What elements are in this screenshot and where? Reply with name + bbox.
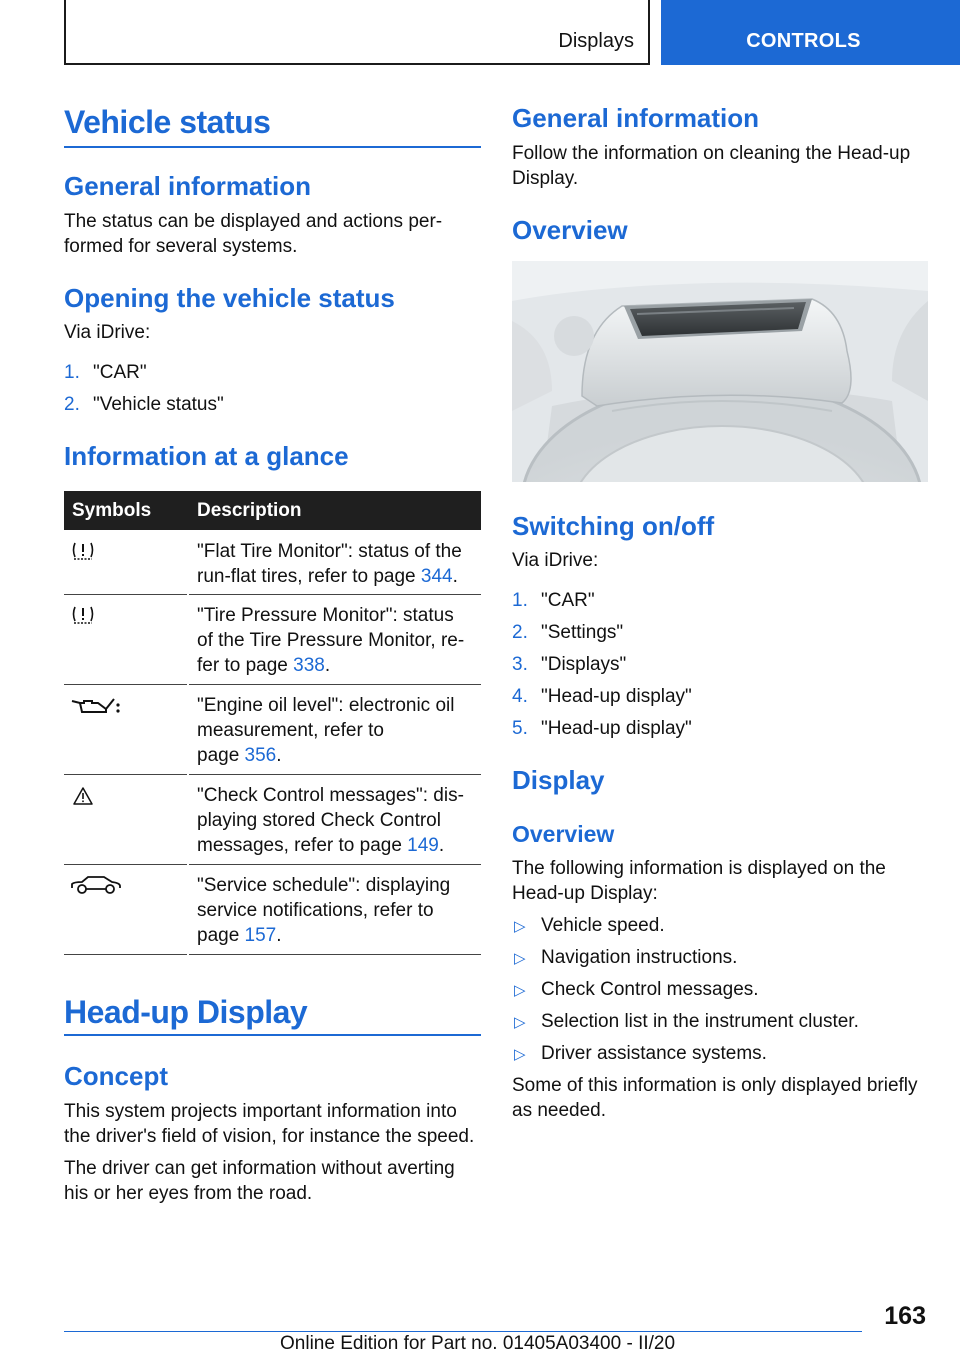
step-text: "Settings" xyxy=(541,622,624,643)
display-outro-line-2: as needed. xyxy=(512,1100,607,1121)
right-general-line-2: Display. xyxy=(512,168,579,189)
row-description-line: "Flat Tire Monitor": status of the xyxy=(197,541,462,562)
row-description-line: "Engine oil level": electronic oil xyxy=(197,695,455,716)
row-divider xyxy=(64,864,187,865)
row-description-line: "Check Control messages": dis- xyxy=(197,785,464,806)
right-general-line-1: Follow the information on cleaning the Head-up xyxy=(512,143,911,164)
footer-rule xyxy=(64,1331,862,1332)
row-description-line: messages, refer to page 149. xyxy=(197,835,445,856)
step-number: 5. xyxy=(512,718,528,739)
row-divider xyxy=(64,954,187,955)
triangle-bullet-icon: ▷ xyxy=(514,982,526,999)
concept-line-4: his or her eyes from the road. xyxy=(64,1183,313,1204)
page-link[interactable]: 338 xyxy=(293,655,325,676)
general-information-line-2: formed for several systems. xyxy=(64,236,298,257)
display-outro-line-1: Some of this information is only displayed briefly xyxy=(512,1075,918,1096)
row-divider xyxy=(189,774,481,775)
row-description-line: page 356. xyxy=(197,745,282,766)
row-divider xyxy=(64,684,187,685)
car-service-icon xyxy=(70,874,122,896)
header-chapter-title: CONTROLS xyxy=(746,30,861,52)
description-column-header: Description xyxy=(197,500,302,521)
row-divider xyxy=(189,954,481,955)
row-divider xyxy=(64,594,187,595)
symbols-table-header xyxy=(64,491,481,530)
row-description-line: playing stored Check Control xyxy=(197,810,441,831)
row-divider xyxy=(189,594,481,595)
step-text: "CAR" xyxy=(541,590,595,611)
page-number: 163 xyxy=(884,1302,926,1330)
step-text: "Head-up display" xyxy=(541,686,692,707)
triangle-bullet-icon: ▷ xyxy=(514,918,526,935)
overview-heading: Overview xyxy=(512,215,628,245)
row-description-line: service notifications, refer to xyxy=(197,900,434,921)
switching-on-off-heading: Switching on/off xyxy=(512,511,715,541)
row-description-line: "Tire Pressure Monitor": status xyxy=(197,605,454,626)
opening-via-idrive: Via iDrive: xyxy=(64,322,151,343)
tire-pressure-warning-icon xyxy=(70,605,96,625)
header-chapter-tab[interactable] xyxy=(661,0,960,65)
warning-triangle-icon xyxy=(72,786,94,806)
right-general-information-heading: General information xyxy=(512,103,760,133)
title-rule xyxy=(64,146,481,148)
header-section-title: Displays xyxy=(558,30,634,52)
general-information-line-1: The status can be displayed and actions per- xyxy=(64,211,443,232)
row-description-line: fer to page 338. xyxy=(197,655,331,676)
concept-heading: Concept xyxy=(64,1061,168,1091)
row-description-line: "Service schedule": displaying xyxy=(197,875,451,896)
display-heading: Display xyxy=(512,765,605,795)
symbols-column-header: Symbols xyxy=(72,500,152,521)
page-title: Vehicle status xyxy=(64,104,271,140)
row-description-line: of the Tire Pressure Monitor, re- xyxy=(197,630,465,651)
step-number: 1. xyxy=(64,362,80,383)
head-up-display-photo xyxy=(512,261,928,482)
switching-via-idrive: Via iDrive: xyxy=(512,550,599,571)
row-divider xyxy=(64,774,187,775)
step-number: 2. xyxy=(64,394,80,415)
header-section-box xyxy=(64,0,650,65)
general-information-heading: General information xyxy=(64,171,312,201)
triangle-bullet-icon: ▷ xyxy=(514,950,526,967)
step-number: 1. xyxy=(512,590,528,611)
page-link[interactable]: 356 xyxy=(244,745,277,766)
step-number: 3. xyxy=(512,654,528,675)
concept-line-3: The driver can get information without averting xyxy=(64,1158,455,1179)
row-description-line: measurement, refer to xyxy=(197,720,384,741)
row-description-line: page 157. xyxy=(197,925,282,946)
page-link[interactable]: 157 xyxy=(244,925,277,946)
step-text: "CAR" xyxy=(93,362,147,383)
hud-title-rule xyxy=(64,1034,481,1036)
footer-edition: Online Edition for Part no. 01405A03400 - II/20 xyxy=(280,1333,676,1354)
opening-vehicle-status-heading: Opening the vehicle status xyxy=(64,283,395,313)
row-description-line: run-flat tires, refer to page 344. xyxy=(197,566,458,587)
page-link[interactable]: 344 xyxy=(420,566,453,587)
concept-line-1: This system projects important information into xyxy=(64,1101,457,1122)
page-link[interactable]: 149 xyxy=(407,835,439,856)
display-overview-heading: Overview xyxy=(512,821,615,847)
dashboard-illustration xyxy=(512,261,928,482)
display-intro-line-1: The following information is displayed on the xyxy=(512,858,886,879)
head-up-display-title: Head-up Display xyxy=(64,994,308,1030)
step-number: 2. xyxy=(512,622,528,643)
concept-line-2: the driver's field of vision, for instance the speed. xyxy=(64,1126,475,1147)
step-text: "Displays" xyxy=(541,654,627,675)
flat-tire-warning-icon xyxy=(70,541,96,561)
step-text: "Vehicle status" xyxy=(93,394,224,415)
step-text: "Head-up display" xyxy=(541,718,692,739)
information-at-a-glance-heading: Information at a glance xyxy=(64,441,349,471)
step-number: 4. xyxy=(512,686,528,707)
triangle-bullet-icon: ▷ xyxy=(514,1046,526,1063)
row-divider xyxy=(189,684,481,685)
row-divider xyxy=(189,864,481,865)
display-intro-line-2: Head-up Display: xyxy=(512,883,658,904)
oil-can-icon xyxy=(70,697,126,715)
triangle-bullet-icon: ▷ xyxy=(514,1014,526,1031)
